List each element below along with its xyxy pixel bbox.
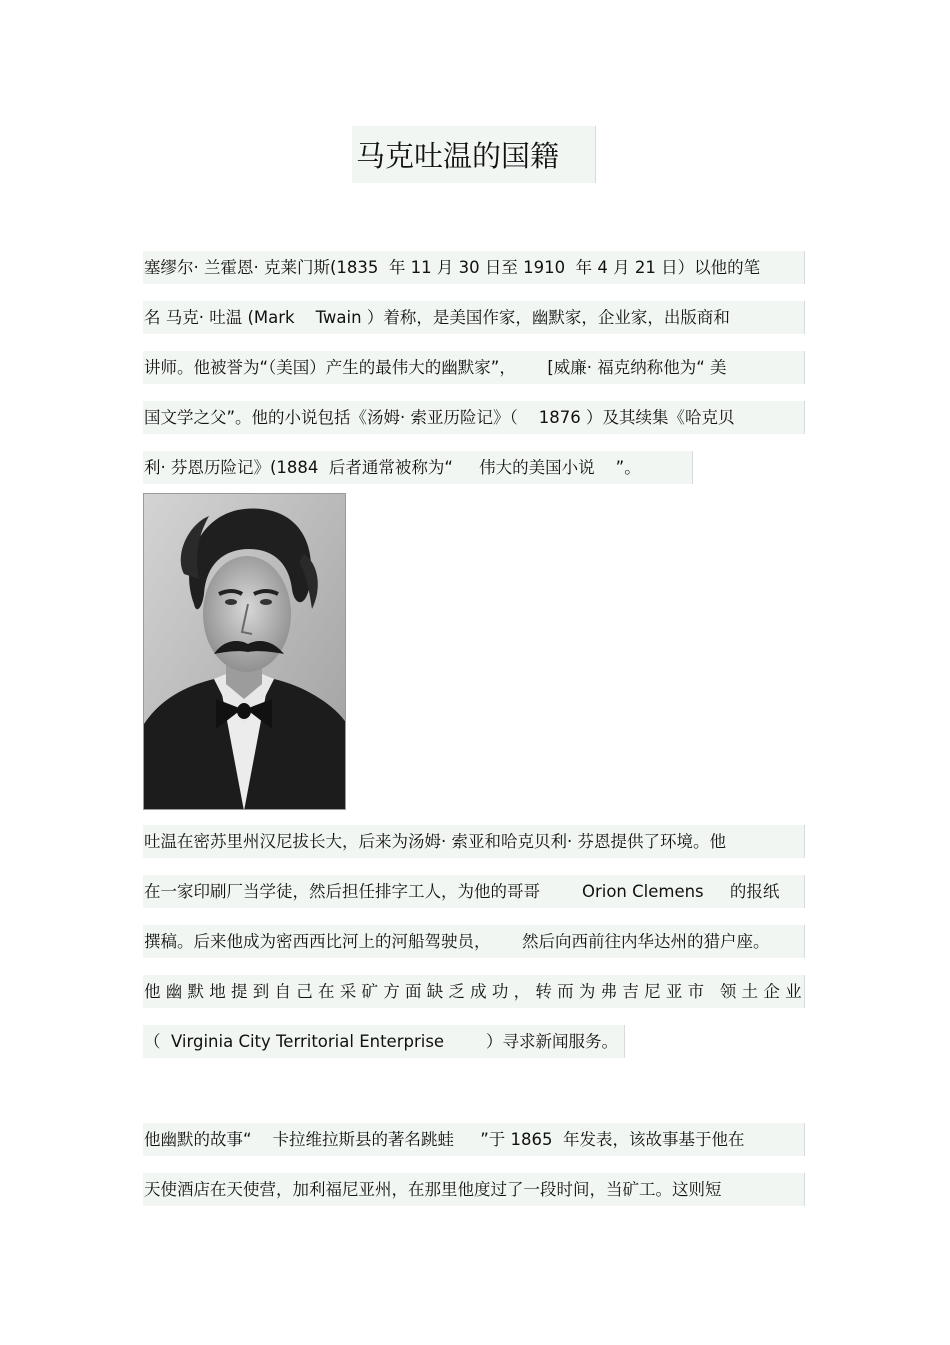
paragraph-1-line-1 (143, 251, 805, 284)
text-line: 吐温在密苏里州汉尼拔长大，后来为汤姆· 索亚和哈克贝利· 芬恩提供了环境。他 (144, 832, 726, 851)
text-line: 撰稿。后来他成为密西西比河上的河船驾驶员， 然后向西前往内华达州的猎户座。 (144, 932, 770, 951)
text-line: 塞缪尔· 兰霍恩· 克莱门斯(1835 年 11 月 30 日至 1910 年 4 月 21 日）以他的笔 (144, 258, 761, 277)
text-line: 讲师。他被誉为“（美国）产生的最伟大的幽默家”， [威廉· 福克纳称他为“ 美 (144, 358, 727, 377)
text-line: 天使酒店在天使营，加利福尼亚州，在那里他度过了一段时间，当矿工。这则短 (144, 1180, 722, 1199)
paragraph-1-line-2 (143, 301, 805, 334)
portrait-image (143, 493, 346, 810)
page-title: 马克吐温的国籍 (356, 139, 560, 173)
text-line: 在一家印刷厂当学徒，然后担任排字工人，为他的哥哥 Orion Clemens 的报纸 (144, 882, 780, 901)
title-box (352, 126, 596, 183)
text-line: 利· 芬恩历险记》(1884 后者通常被称为“ 伟大的美国小说 ”。 (144, 458, 641, 477)
paragraph-2-line-3 (143, 925, 805, 958)
text-line: 他 幽 默 地 提 到 自 己 在 采 矿 方 面 缺 乏 成 功 ， 转 而 为 弗 吉 尼 亚 市 领 土 企 业 (144, 982, 802, 1001)
paragraph-2-line-5 (143, 1025, 625, 1058)
paragraph-1-line-5 (143, 451, 693, 484)
paragraph-2-line-4 (143, 975, 805, 1008)
paragraph-1-line-4 (143, 401, 805, 434)
portrait-photo-icon (144, 494, 346, 810)
text-line: 名 马克· 吐温 (Mark Twain ）着称，是美国作家，幽默家，企业家，出版商和 (144, 308, 730, 327)
text-line: 他幽默的故事“ 卡拉维拉斯县的著名跳蛙 ”于 1865 年发表，该故事基于他在 (144, 1130, 745, 1149)
paragraph-2-line-2 (143, 875, 805, 908)
paragraph-2-line-1 (143, 825, 805, 858)
text-line: 国文学之父”。他的小说包括《汤姆· 索亚历险记》（ 1876 ）及其续集《哈克贝 (144, 408, 735, 427)
paragraph-3-line-1 (143, 1123, 805, 1156)
paragraph-3-line-2 (143, 1173, 805, 1206)
paragraph-1-line-3 (143, 351, 805, 384)
text-line: （ Virginia City Territorial Enterprise ）寻求新闻服务。 (144, 1032, 619, 1051)
